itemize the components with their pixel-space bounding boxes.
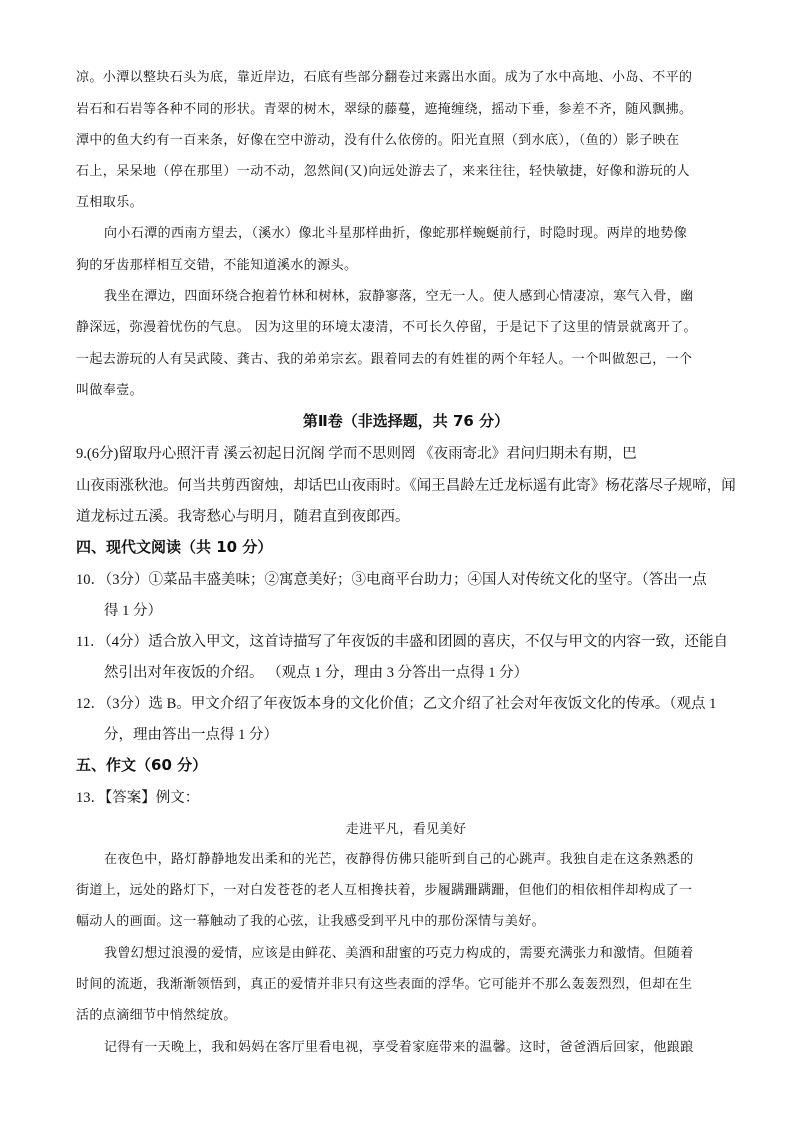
passage-line: 互相取乐。 [76, 195, 144, 210]
q9-line: 9.(6分)留取丹心照汗青 溪云初起日沉阁 学而不思则罔 《夜雨寄北》君问归期未有期，巴 [76, 446, 637, 462]
section4-heading: 四、现代文阅读（共 10 分） [76, 538, 273, 556]
q12-line: 分，理由答出一点得 1 分） [104, 727, 278, 743]
q10-line: 得 1 分） [104, 603, 162, 619]
passage-line: 狗的牙齿那样相互交错，不能知道溪水的源头。 [76, 258, 358, 273]
passage-line: 我坐在潭边，四面环绕合抱着竹林和树林，寂静寥落，空无一人。使人感到心情凄凉，寒气入骨，幽 [104, 289, 694, 304]
q9-line: 道龙标过五溪。我寄愁心与明月，随君直到夜郎西。 [76, 509, 410, 525]
passage-line: 凉。小潭以整块石头为底，靠近岸边，石底有些部分翻卷过来露出水面。成为了水中高地、小岛、不平的 [76, 70, 693, 85]
passage-line: 一起去游玩的人有吴武陵、龚古、我的弟弟宗玄。跟着同去的有姓崔的两个年轻人。一个叫做恕己，一个 [76, 352, 693, 367]
part2-heading: 第Ⅱ卷（非选择题，共 76 分） [302, 412, 510, 430]
essay-line: 活的点滴细节中悄然绽放。 [76, 1008, 237, 1023]
essay-line: 街道上，远处的路灯下，一对白发苍苍的老人互相搀扶着，步履蹒跚蹒跚，但他们的相依相伴却构成了一 [76, 883, 693, 898]
q11-line: 然引出对年夜饭的介绍。 （观点 1 分，理由 3 分答出一点得 1 分） [104, 665, 529, 681]
q11-line: 11．（4分）适合放入甲文，这首诗描写了年夜饭的丰盛和团圆的喜庆，不仅与甲文的内容一致，还能自 [76, 634, 728, 650]
passage-line: 石上，呆呆地（停在那里）一动不动，忽然间(又)向远处游去了，来来往往，轻快敏捷，好像和游玩的人 [76, 164, 690, 179]
q12-line: 12．（3分）选 B。甲文介绍了年夜饭本身的文化价值；乙文介绍了社会对年夜饭文化的传承。（观点 1 [76, 696, 717, 712]
essay-line: 时间的流逝，我渐渐领悟到，真正的爱情并非只有这些表面的浮华。它可能并不那么轰轰烈烈，但却在生 [76, 977, 693, 992]
q13-label: 13．【答案】例文： [76, 790, 200, 806]
section5-heading: 五、作文（60 分） [76, 756, 208, 774]
passage-line: 岩石和石岩等各种不同的形状。青翠的树木，翠绿的藤蔓，遮掩缠绕，摇动下垂，参差不齐，随风飘拂。 [76, 102, 693, 117]
q10-line: 10．（3分）①菜品丰盛美味；②寓意美好；③电商平台助力；④国人对传统文化的坚守。（答出一点 [76, 572, 707, 588]
essay-line: 记得有一天晚上，我和妈妈在客厅里看电视，享受着家庭带来的温馨。这时，爸爸酒后回家，他踉踉 [104, 1040, 694, 1055]
essay-line: 幅动人的画面。这一幕触动了我的心弦，让我感受到平凡中的那份深情与美好。 [76, 914, 546, 929]
passage-line: 潭中的鱼大约有一百来条，好像在空中游动，没有什么依傍的。阳光直照（到水底），（鱼的）影子映在 [76, 133, 680, 148]
q9-line: 山夜雨涨秋池。何当共剪西窗烛，却话巴山夜雨时。《闻王昌龄左迁龙标遥有此寄》杨花落尽子规啼，闻 [76, 478, 736, 494]
essay-line: 在夜色中，路灯静静地发出柔和的光芒，夜静得仿佛只能听到自己的心跳声。我独自走在这条熟悉的 [104, 852, 694, 867]
passage-line: 静深远，弥漫着忧伤的气息。 因为这里的环境太凄清，不可长久停留，于是记下了这里的情景就离开了。 [76, 320, 697, 335]
essay-line: 我曾幻想过浪漫的爱情，应该是由鲜花、美酒和甜蜜的巧克力构成的，需要充满张力和激情。但随着 [104, 946, 694, 961]
passage-line: 向小石潭的西南方望去，（溪水）像北斗星那样曲折，像蛇那样蜿蜒前行，时隐时现。两岸的地势像 [104, 226, 688, 241]
passage-line: 叫做奉壹。 [76, 383, 144, 398]
essay-title: 走进平凡，看见美好 [345, 822, 467, 837]
